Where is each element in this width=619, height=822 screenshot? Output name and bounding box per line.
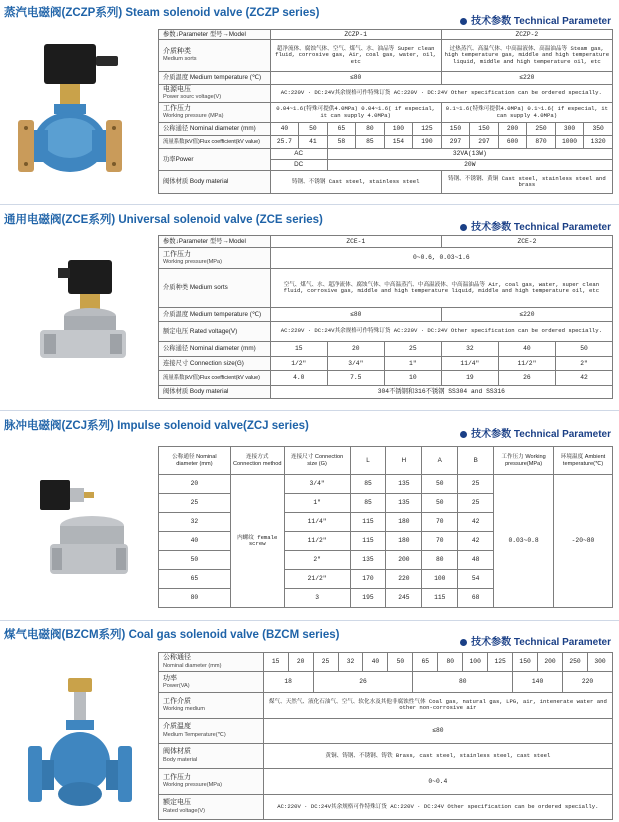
medium-value-2: 过热蒸汽、高温气体、中高温液体、高温油品等 Steam gas, high temperature gas, middle and high temperature liquid, middle and high temperature oil, etc bbox=[441, 40, 612, 72]
cell-a: 80 bbox=[422, 551, 458, 570]
divider bbox=[0, 410, 619, 411]
zczp-param-heading: 技术参数 Technical Parameter bbox=[460, 12, 611, 27]
flow-cell: 19 bbox=[441, 371, 498, 385]
cell-size: 11/2" bbox=[284, 532, 350, 551]
pressure-value: 0~0.4 bbox=[263, 769, 612, 794]
pressure-value: 0~0.6, 0.03~1.6 bbox=[270, 248, 612, 269]
cell-b: 25 bbox=[458, 475, 494, 494]
pressure-label: 工作压力 Working pressure(MPa) bbox=[159, 248, 271, 269]
cell-l: 195 bbox=[350, 589, 386, 608]
connection-cell: 1/2" bbox=[270, 356, 327, 370]
cell-l: 115 bbox=[350, 513, 386, 532]
diameter-cell: 25 bbox=[384, 342, 441, 356]
body-value: 黄铜、铸钢、不锈钢、铸铁 Brass, cast steel, stainless steel, cast steel bbox=[263, 743, 612, 768]
power-cell: 220 bbox=[563, 672, 613, 693]
flow-cell: 190 bbox=[413, 136, 442, 149]
diameter-cell: 125 bbox=[413, 123, 442, 136]
cell-a: 50 bbox=[422, 475, 458, 494]
medium-value: 空气、煤气、水、超净流体、腐蚀气体、中高温蒸汽、中高温液体、中高温油品等 Air, coal gas, water, super clean fluid, corrosive gas, middle and high temperature liquid, middle and high temperature oil, etc bbox=[270, 269, 612, 308]
cell-a: 115 bbox=[422, 589, 458, 608]
bzcm-param-heading: 技术参数 Technical Parameter bbox=[460, 633, 611, 648]
diameter-cell: 250 bbox=[527, 123, 556, 136]
temp-value-1: ≤80 bbox=[270, 308, 441, 321]
col-a: A bbox=[422, 447, 458, 475]
temp-value-1: ≤80 bbox=[270, 72, 441, 85]
voltage-value: AC:220V · DC:24V其余规格可作特殊订货 AC:220V · DC:24V Other specification can be ordered specially. bbox=[270, 321, 612, 342]
col-pressure: 工作压力 Working pressure(MPa) bbox=[494, 447, 554, 475]
col-h: H bbox=[386, 447, 422, 475]
flow-cell: 26 bbox=[498, 371, 555, 385]
cell-h: 245 bbox=[386, 589, 422, 608]
flow-cell: 25.7 bbox=[270, 136, 299, 149]
cell-size: 11/4" bbox=[284, 513, 350, 532]
medium-value-1: 超净流体、腐蚀气体、空气、煤气、水、油品等 Super clean fluid, corrosive gas, Air, coal gas, water, oil, etc bbox=[270, 40, 441, 72]
cell-a: 100 bbox=[422, 570, 458, 589]
diameter-label: 公称通径 Nominal diameter (mm) bbox=[159, 123, 271, 136]
cell-size: 3 bbox=[284, 589, 350, 608]
diameter-cell: 100 bbox=[463, 653, 488, 672]
diameter-cell: 40 bbox=[270, 123, 299, 136]
cell-a: 50 bbox=[422, 494, 458, 513]
pressure-value: 0.03~0.8 bbox=[494, 475, 554, 608]
flow-label: 流量系数(kV值)Flux coefficient(kV value) bbox=[159, 136, 271, 149]
cell-l: 115 bbox=[350, 532, 386, 551]
bullet-icon bbox=[460, 18, 467, 25]
diameter-cell: 65 bbox=[413, 653, 438, 672]
diameter-label: 公称通径 Nominal diameter (mm) bbox=[159, 342, 271, 356]
method-value: 内螺纹 female screw bbox=[230, 475, 284, 608]
col-ambient: 环境温度 Ambient temperature(℃) bbox=[554, 447, 613, 475]
header-cell: 参数↓Parameter 型号→Model bbox=[159, 30, 271, 40]
cell-h: 135 bbox=[386, 494, 422, 513]
cell-h: 135 bbox=[386, 475, 422, 494]
diameter-cell: 80 bbox=[438, 653, 463, 672]
pressure-value-1: 0.04~1.6(特殊可提供4.0MPa) 0.04~1.6( if especial, it can supply 4.0MPa) bbox=[270, 103, 441, 123]
bzcm-table bbox=[158, 652, 613, 820]
temp-label: 介质温度 Medium temperature (℃) bbox=[159, 72, 271, 85]
body-value-2: 铸钢、不锈钢、黄铜 Cast steel, stainless steel and brass bbox=[441, 171, 612, 194]
body-label: 阀体材质 Body material bbox=[159, 171, 271, 194]
cell-b: 68 bbox=[458, 589, 494, 608]
diameter-cell: 20 bbox=[288, 653, 313, 672]
connection-cell: 3/4" bbox=[327, 356, 384, 370]
body-value: 304不锈钢和316不锈钢 SS304 and SS316 bbox=[270, 385, 612, 398]
col-diameter: 公称通径 Nominal diameter (mm) bbox=[159, 447, 231, 475]
flow-cell: 41 bbox=[299, 136, 328, 149]
connection-cell: 11/4" bbox=[441, 356, 498, 370]
bullet-icon bbox=[460, 224, 467, 231]
flow-cell: 4.0 bbox=[270, 371, 327, 385]
model-zce-2: ZCE-2 bbox=[441, 236, 612, 248]
connection-cell: 11/2" bbox=[498, 356, 555, 370]
flow-cell: 85 bbox=[356, 136, 385, 149]
impulse-valve-image bbox=[30, 478, 130, 590]
diameter-cell: 40 bbox=[498, 342, 555, 356]
medium-label: 工作介质 Working medium bbox=[159, 693, 264, 718]
medium-label: 介质种类 Medium sorts bbox=[159, 269, 271, 308]
power-ac-value: 32VA(13W) bbox=[327, 149, 612, 160]
col-l: L bbox=[350, 447, 386, 475]
zce-param-heading: 技术参数 Technical Parameter bbox=[460, 218, 611, 233]
cell-h: 220 bbox=[386, 570, 422, 589]
flow-cell: 1320 bbox=[584, 136, 613, 149]
cell-b: 42 bbox=[458, 532, 494, 551]
voltage-label: 额定电压 Rated voltage(V) bbox=[159, 321, 271, 342]
zcj-title: 脉冲电磁阀(ZCJ系列) Impulse solenoid valve(ZCJ series) bbox=[4, 420, 309, 432]
zce-table bbox=[158, 235, 613, 399]
bzcm-title: 煤气电磁阀(BZCM系列) Coal gas solenoid valve (BZCM series) bbox=[4, 629, 340, 641]
zcj-table bbox=[158, 446, 613, 608]
cell-h: 180 bbox=[386, 513, 422, 532]
voltage-label: 额定电压 Rated voltage(V) bbox=[159, 794, 264, 819]
col-b: B bbox=[458, 447, 494, 475]
diameter-cell: 150 bbox=[441, 123, 470, 136]
flow-cell: 10 bbox=[384, 371, 441, 385]
flow-cell: 7.5 bbox=[327, 371, 384, 385]
steam-valve-image bbox=[14, 38, 138, 190]
diameter-cell: 150 bbox=[513, 653, 538, 672]
bullet-icon bbox=[460, 639, 467, 646]
zczp-table bbox=[158, 29, 613, 194]
cell-diameter: 25 bbox=[159, 494, 231, 513]
voltage-label: 电源电压 Power sourc voltage(V) bbox=[159, 85, 271, 103]
connection-label: 连接尺寸 Connection size(G) bbox=[159, 356, 271, 370]
col-size: 连接尺寸 Connection size (G) bbox=[284, 447, 350, 475]
diameter-cell: 350 bbox=[584, 123, 613, 136]
cell-diameter: 80 bbox=[159, 589, 231, 608]
connection-cell: 1" bbox=[384, 356, 441, 370]
temp-value: ≤80 bbox=[263, 718, 612, 743]
diameter-cell: 15 bbox=[270, 342, 327, 356]
connection-cell: 2" bbox=[555, 356, 612, 370]
coal-gas-valve-image bbox=[24, 676, 136, 816]
diameter-cell: 50 bbox=[555, 342, 612, 356]
zcj-param-heading: 技术参数 Technical Parameter bbox=[460, 425, 611, 440]
power-label: 功率 Power(VA) bbox=[159, 672, 264, 693]
flow-cell: 297 bbox=[441, 136, 470, 149]
cell-size: 1" bbox=[284, 494, 350, 513]
temp-value-2: ≤220 bbox=[441, 308, 612, 321]
flow-cell: 600 bbox=[498, 136, 527, 149]
voltage-value: AC:220V · DC:24V其余规格可作特殊订货 AC:220V · DC:24V Other specification can be ordered specially. bbox=[270, 85, 612, 103]
diameter-cell: 100 bbox=[384, 123, 413, 136]
cell-h: 180 bbox=[386, 532, 422, 551]
temp-label: 介质温度 Medium Temperature(℃) bbox=[159, 718, 264, 743]
cell-size: 3/4" bbox=[284, 475, 350, 494]
cell-a: 70 bbox=[422, 513, 458, 532]
flow-cell: 870 bbox=[527, 136, 556, 149]
voltage-value: AC:220V · DC:24V其余规格可作特殊订货 AC:220V · DC:24V Other specification can be ordered specially. bbox=[263, 794, 612, 819]
flow-cell: 297 bbox=[470, 136, 499, 149]
diameter-cell: 150 bbox=[470, 123, 499, 136]
diameter-cell: 300 bbox=[555, 123, 584, 136]
diameter-cell: 65 bbox=[327, 123, 356, 136]
power-label: 功率Power bbox=[159, 149, 271, 171]
cell-diameter: 50 bbox=[159, 551, 231, 570]
temp-value-2: ≤220 bbox=[441, 72, 612, 85]
cell-a: 70 bbox=[422, 532, 458, 551]
body-label: 阀体材质 Body material bbox=[159, 385, 271, 398]
power-cell: 80 bbox=[413, 672, 513, 693]
divider bbox=[0, 204, 619, 205]
flow-cell: 1000 bbox=[555, 136, 584, 149]
divider bbox=[0, 620, 619, 621]
cell-l: 85 bbox=[350, 494, 386, 513]
model-zczp-1: ZCZP-1 bbox=[270, 30, 441, 40]
cell-diameter: 65 bbox=[159, 570, 231, 589]
diameter-cell: 250 bbox=[563, 653, 588, 672]
model-zczp-2: ZCZP-2 bbox=[441, 30, 612, 40]
diameter-cell: 80 bbox=[356, 123, 385, 136]
medium-value: 煤气、天然气、液化石油气、空气、软化水及其他非腐蚀性气体 Coal gas, natural gas, LPG, air, intenerate water and other non-corrosive air bbox=[263, 693, 612, 718]
medium-label: 介质种类 Medium sorts bbox=[159, 40, 271, 72]
zczp-title: 蒸汽电磁阀(ZCZP系列) Steam solenoid valve (ZCZP series) bbox=[4, 7, 320, 19]
diameter-cell: 50 bbox=[299, 123, 328, 136]
cell-b: 54 bbox=[458, 570, 494, 589]
diameter-cell: 15 bbox=[263, 653, 288, 672]
header-cell: 参数↓Parameter 型号→Model bbox=[159, 236, 271, 248]
flow-cell: 58 bbox=[327, 136, 356, 149]
diameter-cell: 32 bbox=[338, 653, 363, 672]
pressure-label: 工作压力 Working pressure (MPa) bbox=[159, 103, 271, 123]
cell-diameter: 20 bbox=[159, 475, 231, 494]
diameter-cell: 200 bbox=[538, 653, 563, 672]
diameter-cell: 125 bbox=[488, 653, 513, 672]
cell-b: 25 bbox=[458, 494, 494, 513]
cell-b: 48 bbox=[458, 551, 494, 570]
cell-diameter: 32 bbox=[159, 513, 231, 532]
diameter-cell: 25 bbox=[313, 653, 338, 672]
diameter-cell: 20 bbox=[327, 342, 384, 356]
power-dc: DC bbox=[270, 160, 327, 171]
power-cell: 26 bbox=[313, 672, 413, 693]
pressure-label: 工作压力 Working pressure(MPa) bbox=[159, 769, 264, 794]
flow-label: 流量系数(kV值)Flux coefficient(kV value) bbox=[159, 371, 271, 385]
body-label: 阀体材质 Body material bbox=[159, 743, 264, 768]
cell-size: 2" bbox=[284, 551, 350, 570]
diameter-label: 公称通径 Nominal diameter (mm) bbox=[159, 653, 264, 672]
cell-l: 170 bbox=[350, 570, 386, 589]
cell-l: 85 bbox=[350, 475, 386, 494]
power-dc-value: 20W bbox=[327, 160, 612, 171]
col-method: 连接方式 Connection method bbox=[230, 447, 284, 475]
table-row bbox=[159, 475, 613, 494]
pressure-value-2: 0.1~1.6(特殊可提供4.0MPa) 0.1~1.6( if especial, it can supply 4.0MPa) bbox=[441, 103, 612, 123]
model-zce-1: ZCE-1 bbox=[270, 236, 441, 248]
bullet-icon bbox=[460, 431, 467, 438]
power-ac: AC bbox=[270, 149, 327, 160]
diameter-cell: 200 bbox=[498, 123, 527, 136]
cell-diameter: 40 bbox=[159, 532, 231, 551]
diameter-cell: 40 bbox=[363, 653, 388, 672]
cell-l: 135 bbox=[350, 551, 386, 570]
cell-b: 42 bbox=[458, 513, 494, 532]
diameter-cell: 300 bbox=[587, 653, 612, 672]
zce-title: 通用电磁阀(ZCE系列) Universal solenoid valve (ZCE series) bbox=[4, 214, 323, 226]
universal-valve-image bbox=[30, 258, 130, 378]
flow-cell: 154 bbox=[384, 136, 413, 149]
cell-h: 200 bbox=[386, 551, 422, 570]
diameter-cell: 32 bbox=[441, 342, 498, 356]
flow-cell: 42 bbox=[555, 371, 612, 385]
ambient-value: -20~80 bbox=[554, 475, 613, 608]
power-cell: 18 bbox=[263, 672, 313, 693]
power-cell: 140 bbox=[513, 672, 563, 693]
body-value-1: 铸钢、不锈钢 Cast steel, stainless steel bbox=[270, 171, 441, 194]
cell-size: 21/2" bbox=[284, 570, 350, 589]
temp-label: 介质温度 Medium temperature (℃) bbox=[159, 308, 271, 321]
diameter-cell: 50 bbox=[388, 653, 413, 672]
